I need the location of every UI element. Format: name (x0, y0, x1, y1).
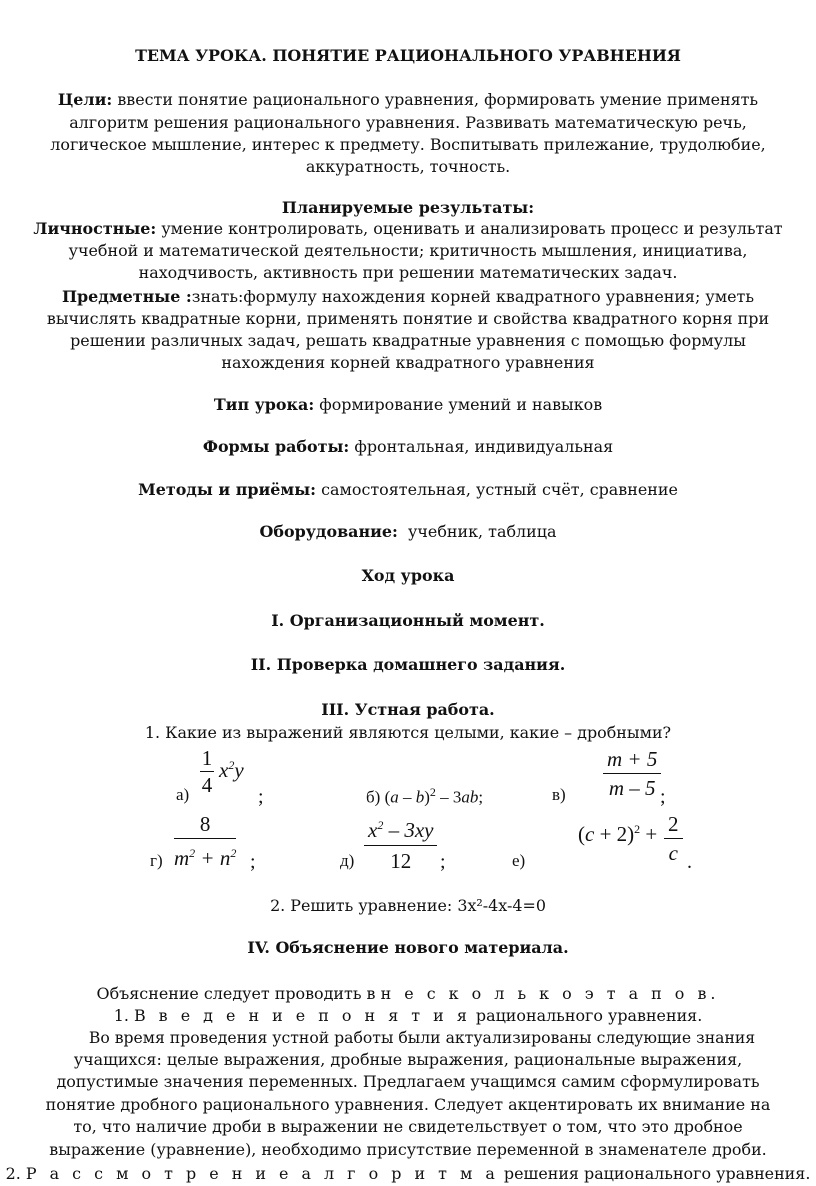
stage-3-heading: III. Устная работа. (321, 700, 495, 719)
step-2-text: решения рационального уравнения. (498, 1164, 811, 1183)
paragraph-line: выражение (уравнение), необходимо присутствие переменной в знаменателе дроби. (49, 1140, 767, 1159)
expression-a-var: $x^2y$ (219, 758, 244, 782)
subject-line: вычислять квадратные корни, применять понятие и свойства квадратного корня при (46, 309, 770, 328)
planned-heading: Планируемые результаты: (281, 198, 535, 217)
course-heading: Ход урока (361, 566, 455, 585)
personal-text: умение контролировать, оценивать и анализировать процесс и результат (161, 219, 783, 238)
subject-line: нахождения корней квадратного уравнения (221, 353, 595, 372)
explanation-intro-text: Объяснение следует проводить в (96, 984, 381, 1003)
label-g: г) (150, 851, 163, 870)
personal-line (0, 218, 816, 240)
goals-line: алгоритм решения рационального уравнения. Развивать математическую речь, (69, 113, 747, 132)
label-b-text: б) (366, 787, 381, 807)
paragraph-line: учащихся: целые выражения, дробные выражения, рациональные выражения, (73, 1050, 743, 1069)
label-a: а) (176, 785, 190, 804)
goals-line (0, 89, 816, 111)
semicolon: ; (258, 786, 264, 808)
step-2-spaced: Р а с с м о т р е н и е а л г о р и т м а (25, 1164, 499, 1183)
expression-e: $(c + 2)^2$ + (578, 822, 658, 846)
subject-text: знать:формулу нахождения корней квадратного уравнения; уметь (191, 287, 754, 306)
question-2: 2. Решить уравнение: 3x²-4x-4=0 (270, 896, 546, 915)
lesson-type-label: Тип урока: (213, 395, 315, 414)
stage-4-heading: IV. Объяснение нового материала. (247, 938, 569, 957)
personal-label: Личностные: (33, 219, 157, 238)
paragraph-line: то, что наличие дроби в выражении не свидетельствует о том, что это дробное (73, 1117, 743, 1136)
question-1: 1. Какие из выражений являются целыми, какие – дробными? (144, 723, 672, 742)
methods-label: Методы и приёмы: (138, 480, 317, 499)
work-forms (0, 436, 816, 458)
goals-label: Цели: (57, 90, 113, 109)
equipment-label: Оборудование: (259, 522, 398, 541)
step-2-number: 2. (5, 1164, 26, 1183)
paragraph-line: допустимые значения переменных. Предлагаем учащимся самим сформулировать (56, 1072, 760, 1091)
label-d: д) (340, 851, 355, 870)
methods-value: самостоятельная, устный счёт, сравнение (321, 480, 678, 499)
equipment-value: учебник, таблица (408, 522, 557, 541)
paragraph-line: Во время проведения устной работы были актуализированы следующие знания (88, 1028, 756, 1047)
semicolon: ; (250, 851, 256, 873)
label-v: в) (552, 785, 566, 804)
step-1 (0, 1005, 816, 1027)
lesson-title: ТЕМА УРОКА. ПОНЯТИЕ РАЦИОНАЛЬНОГО УРАВНЕНИЯ (135, 46, 681, 65)
explanation-intro-spaced: н е с к о л ь к о э т а п о в. (380, 984, 720, 1003)
explanation-intro (0, 983, 816, 1005)
lesson-type (0, 394, 816, 416)
goals-line: аккуратность, точность. (305, 157, 511, 176)
step-2 (0, 1163, 816, 1185)
period: . (687, 851, 692, 873)
subject-line: решении различных задач, решать квадратные уравнения с помощью формулы (70, 331, 746, 350)
expression-d: $x^2 - 3xy$ 12 (364, 810, 437, 876)
label-e: е) (512, 851, 526, 870)
label-b: б) (a – b)$^2$ – 3ab; (366, 785, 484, 807)
goals-line: логическое мышление, интерес к предмету. Воспитывать прилежание, трудолюбие, (50, 135, 766, 154)
expression-g: 8 $m^2 + n^2$ (174, 812, 237, 870)
personal-line: находчивость, активность при решении математических задач. (138, 263, 678, 282)
step-1-text: рационального уравнения. (470, 1006, 703, 1025)
expression-v: m + 5 m – 5 (603, 745, 661, 802)
equipment (0, 521, 816, 543)
stage-1-heading: I. Организационный момент. (271, 611, 545, 630)
subject-line (0, 286, 816, 308)
expression-a: 1 4 (201, 746, 213, 797)
methods (0, 479, 816, 501)
step-1-spaced: В в е д е н и е п о н я т и я (133, 1006, 471, 1025)
lesson-type-value: формирование умений и навыков (319, 395, 603, 414)
paragraph-line: понятие дробного рационального уравнения. Следует акцентировать их внимание на (45, 1095, 771, 1114)
subject-label: Предметные : (62, 287, 192, 306)
goals-text: ввести понятие рационального уравнения, формировать умение применять (117, 90, 759, 109)
work-forms-label: Формы работы: (202, 437, 350, 456)
work-forms-value: фронтальная, индивидуальная (354, 437, 614, 456)
semicolon: ; (440, 851, 446, 873)
personal-line: учебной и математической деятельности; критичность мышления, инициатива, (68, 241, 748, 260)
expression-e-fraction: 2 c (664, 810, 683, 867)
stage-2-heading: II. Проверка домашнего задания. (250, 655, 566, 674)
step-1-number: 1. (113, 1006, 134, 1025)
semicolon: ; (660, 786, 666, 808)
